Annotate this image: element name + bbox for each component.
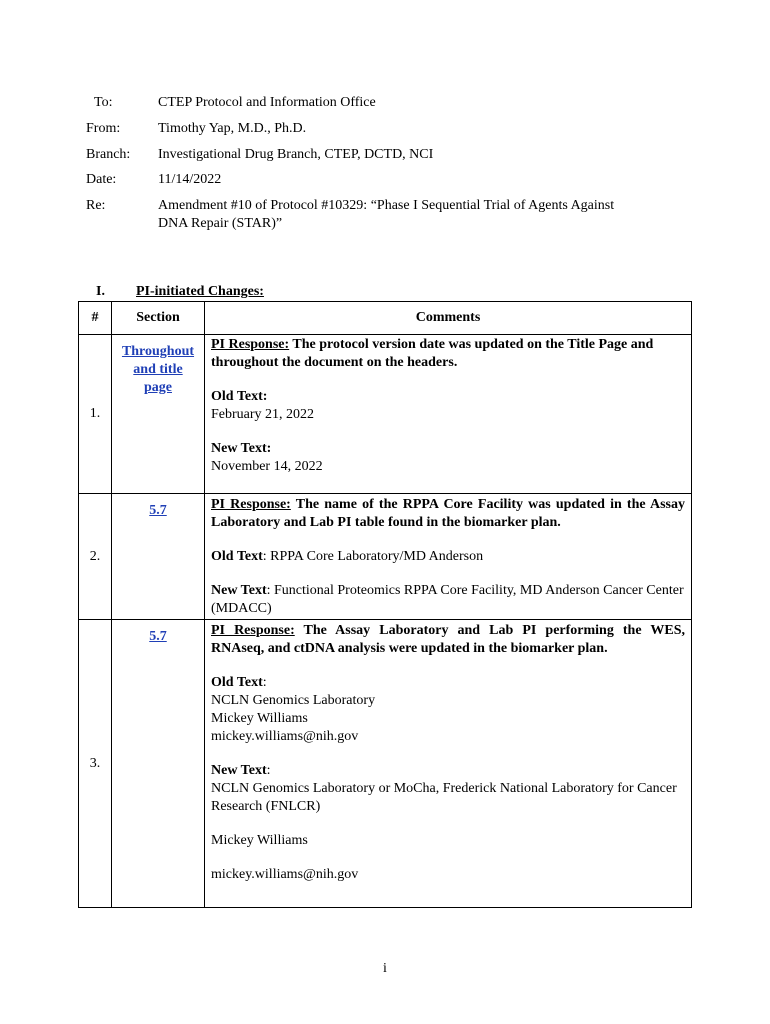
new-text-line3: mickey.williams@nih.gov	[211, 867, 359, 882]
re-label: Re:	[86, 198, 106, 213]
pi-response-label: PI Response:	[211, 623, 295, 638]
section-link[interactable]: 5.7	[149, 629, 167, 644]
date-label: Date:	[86, 172, 117, 187]
section-number: I.	[96, 284, 105, 299]
comments-cell	[205, 620, 692, 908]
old-text-colon: :	[262, 675, 267, 690]
re-value-line2: DNA Repair (STAR)”	[158, 216, 283, 231]
header-num: #	[79, 302, 112, 335]
table-header-row	[79, 302, 692, 335]
row-number: 2.	[79, 494, 112, 620]
pi-response-text: The name of the RPPA Core Facility was updated in the Assay Laboratory and Lab PI table found in the biomarker plan.	[211, 497, 685, 530]
page-number: i	[383, 961, 387, 976]
section-link[interactable]: 5.7	[149, 503, 167, 518]
old-text-value: : RPPA Core Laboratory/MD Anderson	[262, 549, 484, 564]
pi-response-text: The Assay Laboratory and Lab PI performing the WES, RNAseq, and ctDNA analysis were updated in the biomarker plan.	[211, 623, 685, 656]
section-cell	[112, 335, 205, 494]
comments-cell	[205, 494, 692, 620]
new-text-value: November 14, 2022	[211, 459, 323, 474]
pi-response-text: The protocol version date was updated on the Title Page and throughout the document on the headers.	[211, 337, 654, 370]
from-value: Timothy Yap, M.D., Ph.D.	[158, 121, 307, 136]
new-text-colon: :	[266, 763, 271, 778]
section-link-line2: and title	[133, 362, 183, 377]
section-cell	[112, 620, 205, 908]
old-text-label: Old Text:	[211, 389, 268, 404]
table-row	[79, 620, 692, 908]
new-text-label: New Text:	[211, 441, 272, 456]
section-link-line1: Throughout	[121, 344, 195, 359]
section-title: PI-initiated Changes:	[136, 284, 264, 299]
from-label: From:	[86, 121, 121, 136]
section-link-line3: page	[143, 380, 172, 395]
new-text-value: : Functional Proteomics RPPA Core Facility, MD Anderson Cancer Center (MDACC)	[211, 583, 684, 616]
pi-response-label: PI Response:	[211, 497, 291, 512]
section-link[interactable]	[122, 343, 194, 397]
section-cell	[112, 494, 205, 620]
header-section: Section	[112, 302, 205, 335]
row-number: 3.	[79, 620, 112, 908]
new-text-line1: NCLN Genomics Laboratory or MoCha, Frederick National Laboratory for Cancer Research (FNLCR)	[211, 781, 677, 814]
table-row	[79, 494, 692, 620]
re-value-line1: Amendment #10 of Protocol #10329: “Phase I Sequential Trial of Agents Against	[158, 198, 615, 213]
old-text-label: Old Text	[211, 675, 263, 690]
date-value: 11/14/2022	[158, 172, 222, 187]
changes-table	[78, 301, 692, 908]
old-text-value: February 21, 2022	[211, 407, 315, 422]
old-text-line2: Mickey Williams	[211, 711, 308, 726]
re-value	[158, 197, 678, 233]
comments-cell	[205, 335, 692, 494]
pi-response-label: PI Response:	[211, 337, 290, 352]
new-text-label: New Text	[211, 763, 267, 778]
row-number: 1.	[79, 335, 112, 494]
table-row	[79, 335, 692, 494]
to-value: CTEP Protocol and Information Office	[158, 95, 376, 110]
old-text-line3: mickey.williams@nih.gov	[211, 729, 359, 744]
header-comments: Comments	[205, 302, 692, 335]
branch-label: Branch:	[86, 147, 131, 162]
old-text-line1: NCLN Genomics Laboratory	[211, 693, 376, 708]
new-text-label: New Text	[211, 583, 267, 598]
to-label: To:	[94, 95, 113, 110]
new-text-line2: Mickey Williams	[211, 833, 308, 848]
old-text-label: Old Text	[211, 549, 263, 564]
branch-value: Investigational Drug Branch, CTEP, DCTD, NCI	[158, 147, 434, 162]
